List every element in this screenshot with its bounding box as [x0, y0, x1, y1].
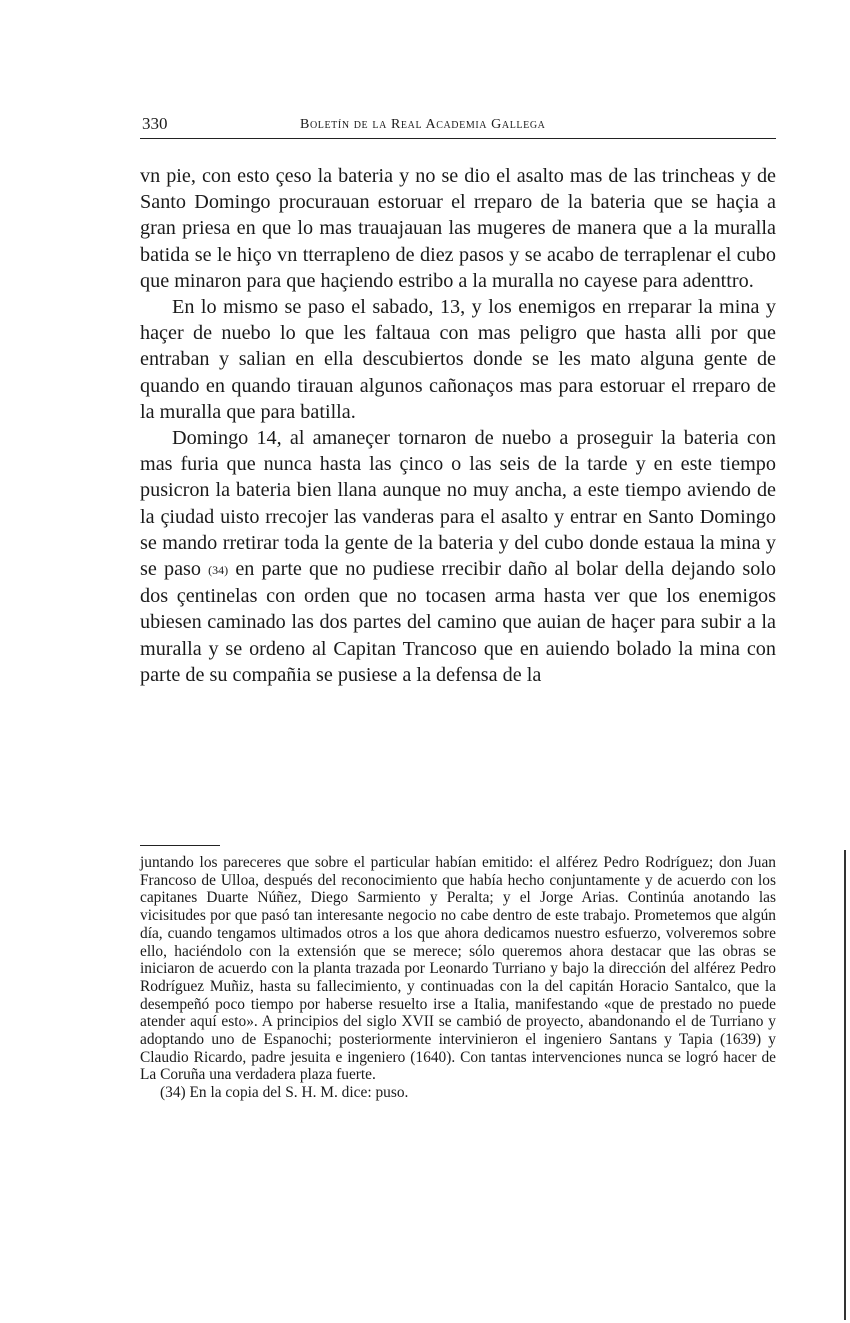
footnote-reference-34[interactable]: (34) — [208, 563, 229, 578]
footnote-34 — [140, 1084, 776, 1102]
page-number: 330 — [142, 114, 168, 133]
footnote-34-text: En la copia del S. H. M. dice: puso. — [189, 1084, 409, 1102]
paragraph-3-before-note: Domingo 14, al amaneçer tornaron de nuebo a proseguir la bateria con mas furia que nunca hasta las çinco o las seis de la tarde y en este tiempo pusicron la bateria bien llana aunque no muy ancha, a este tiempo aviendo de la çiudad uisto rrecojer las vanderas para el asalto y entrar en Santo Domingo se mando rretirar toda la gente de la bateria y del cubo donde estaua la mina y se paso — [140, 427, 776, 581]
footnote-34-marker: (34) — [160, 1084, 186, 1102]
scan-edge-mark — [844, 850, 846, 1320]
paragraph-1: vn pie, con esto çeso la bateria y no se dio el asalto mas de las trincheas y de Santo Domingo procurauan estoruar el rreparo de la bateria que se haçia a gran priesa en que lo mas trauajauan las mugeres de manera que a la muralla batida se le hiço vn tterrapleno de diez pasos y se acabo de terraplenar el cubo que minaron para que haçiendo estribo a la muralla no cayese para adenttro. — [140, 165, 776, 292]
main-text — [140, 163, 776, 688]
paragraph-3-after-note: en parte que no pudiese rrecibir daño al bolar della dejando solo dos çentinelas con orden que no tocasen arma hasta ver que los enemigos ubiesen caminado las dos partes del camino que auian de haçer para subir a la muralla y se ordeno al Capitan Trancoso que en auiendo bolado la mina con parte de su compañia se pusiese a la defensa de la — [140, 558, 776, 686]
header-rule — [140, 138, 776, 139]
running-title: Boletín de la Real Academia Gallega — [300, 117, 546, 132]
paragraph-2: En lo mismo se paso el sabado, 13, y los enemigos en rreparar la mina y haçer de nuebo lo que les faltaua con mas peligro que hasta alli por que entraban y salian en ella descubiertos donde se les mato alguna gente de quando en quando tirauan algunos cañonaços mas para estoruar el rreparo de la muralla que para batilla. — [140, 296, 776, 423]
footnote-rule — [140, 845, 220, 846]
paragraph-3 — [140, 425, 776, 688]
footnotes — [140, 854, 776, 1102]
footnote-continuation: juntando los pareceres que sobre el particular habían emitido: el alférez Pedro Rodríguez; don Juan Francoso de Ulloa, después del reconocimiento que había hecho conjuntamente y de acuerdo con los capitanes Duarte Núñez, Diego Sarmiento y Peralta; y el Jorge Arias. Continúa anotando las vicisitudes por que pasó tan interesante negocio no cabe dentro de este trabajo. Prometemos que algún día, cuando tengamos ultimados otros a los que ahora dedicamos nuestro esfuerzo, volveremos sobre ello, haciéndolo con la extensión que se merece; sólo queremos ahora destacar que las obras se iniciaron de acuerdo con la planta trazada por Leonardo Turriano y bajo la dirección del alférez Pedro Rodríguez Muñiz, hasta su fallecimiento, y continuadas con la del capitán Horacio Santalco, que la desempeñó poco tiempo por haberse resuelto irse a Italia, manifestando «que de prestado no puede atender aquí esto». A principios del siglo XVII se cambió de proyecto, abandonando el de Turriano y adoptando uno de Espanochi; posteriormente intervinieron el ingeniero Santans y Tapia (1639) y Claudio Ricardo, padre jesuita e ingeniero (1640). Con tantas intervenciones nunca se logró hacer de La Coruña una verdadera plaza fuerte. — [140, 854, 776, 1084]
